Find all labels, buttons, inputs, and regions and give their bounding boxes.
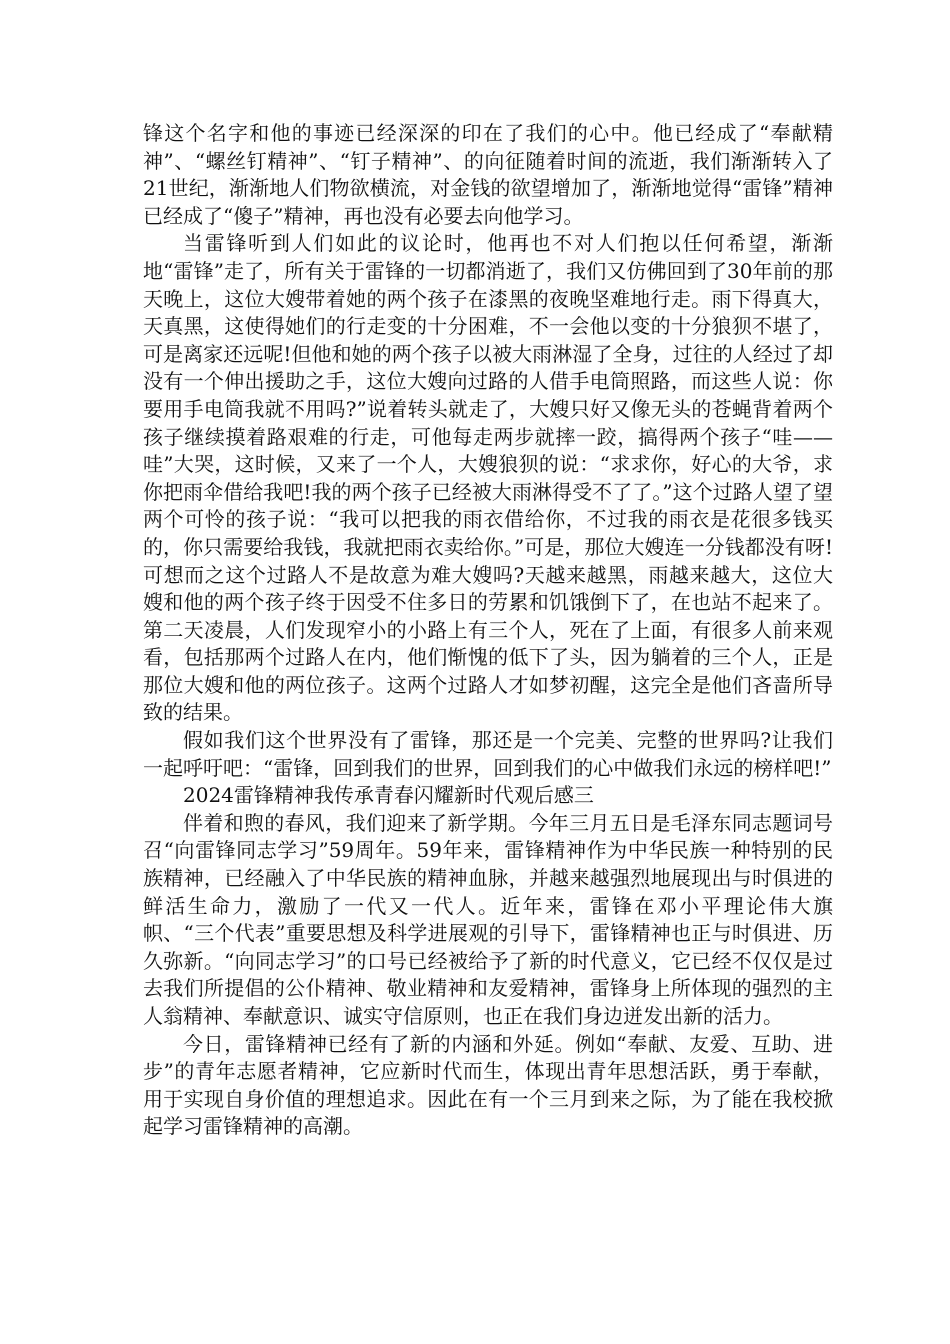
document-page xyxy=(143,120,833,1141)
paragraph-4: 伴着和煦的春风，我们迎来了新学期。今年三月五日是毛泽东同志题词号召“向雷锋同志学习”59周年。59年来，雷锋精神作为中华民族一种特别的民族精神，已经融入了中华民族的精神血脉，并越来越强烈地展现出与时俱进的鲜活生命力，激励了一代又一代人。近年来，雷锋在邓小平理论伟大旗帜、“三个代表”重要思想及科学进展观的引导下，雷锋精神也正与时俱进、历久弥新。“向同志学习”的口号已经被给予了新的时代意义，它已经不仅仅是过去我们所提倡的公仆精神、敬业精神和友爱精神，雷锋身上所体现的强烈的主人翁精神、奉献意识、诚实守信原则，也正在我们身边迸发出新的活力。 xyxy=(143,810,833,1028)
section-heading: 2024雷锋精神我传承青春闪耀新时代观后感三 xyxy=(183,783,594,808)
paragraph-1: 锋这个名字和他的事迹已经深深的印在了我们的心中。他已经成了“奉献精神”、“螺丝钉精神”、“钉子精神”、的向征随着时间的流逝，我们渐渐转入了21世纪，渐渐地人们物欲横流，对金钱的欲望增加了，渐渐地觉得“雷锋”精神已经成了“傻子”精神，再也没有必要去向他学习。 xyxy=(143,121,833,228)
paragraph-3: 假如我们这个世界没有了雷锋，那还是一个完美、完整的世界吗?让我们一起呼吁吧：“雷锋，回到我们的世界，回到我们的心中做我们永远的榜样吧!” xyxy=(143,728,833,780)
paragraph-5: 今日，雷锋精神已经有了新的内涵和外延。例如“奉献、友爱、互助、进步”的青年志愿者精神，它应新时代而生，体现出青年思想活跃，勇于奉献，用于实现自身价值的理想追求。因此在有一个三月到来之际，为了能在我校掀起学习雷锋精神的高潮。 xyxy=(143,1031,833,1139)
paragraph-2: 当雷锋听到人们如此的议论时，他再也不对人们抱以任何希望，渐渐地“雷锋”走了，所有关于雷锋的一切都消逝了，我们又仿佛回到了30年前的那天晚上，这位大嫂带着她的两个孩子在漆黑的夜晚坚难地行走。雨下得真大，天真黑，这使得她们的行走变的十分困难，不一会他以变的十分狼狈不堪了，可是离家还远呢!但他和她的两个孩子以被大雨淋湿了全身，过往的人经过了却没有一个伸出援助之手，这位大嫂向过路的人借手电筒照路，而这些人说：你要用手电筒我就不用吗?”说着转头就走了，大嫂只好又像无头的苍蝇背着两个孩子继续摸着路艰难的行走，可他每走两步就摔一跤，搞得两个孩子“哇——哇”大哭，这时候，又来了一个人，大嫂狼狈的说：“求求你，好心的大爷，求你把雨伞借给我吧!我的两个孩子已经被大雨淋得受不了了。”这个过路人望了望两个可怜的孩子说：“我可以把我的雨衣借给你，不过我的雨衣是花很多钱买的，你只需要给我钱，我就把雨衣卖给你。”可是，那位大嫂连一分钱都没有呀!可想而之这个过路人不是故意为难大嫂吗?天越来越黑，雨越来越大，这位大嫂和他的两个孩子终于因受不住多日的劳累和饥饿倒下了，在也站不起来了。第二天凌晨，人们发现窄小的小路上有三个人，死在了上面，有很多人前来观看，包括那两个过路人在内，他们惭愧的低下了头，因为躺着的三个人，正是那位大嫂和他的两位孩子。这两个过路人才如梦初醒，这完全是他们吝啬所导致的结果。 xyxy=(143,231,833,725)
